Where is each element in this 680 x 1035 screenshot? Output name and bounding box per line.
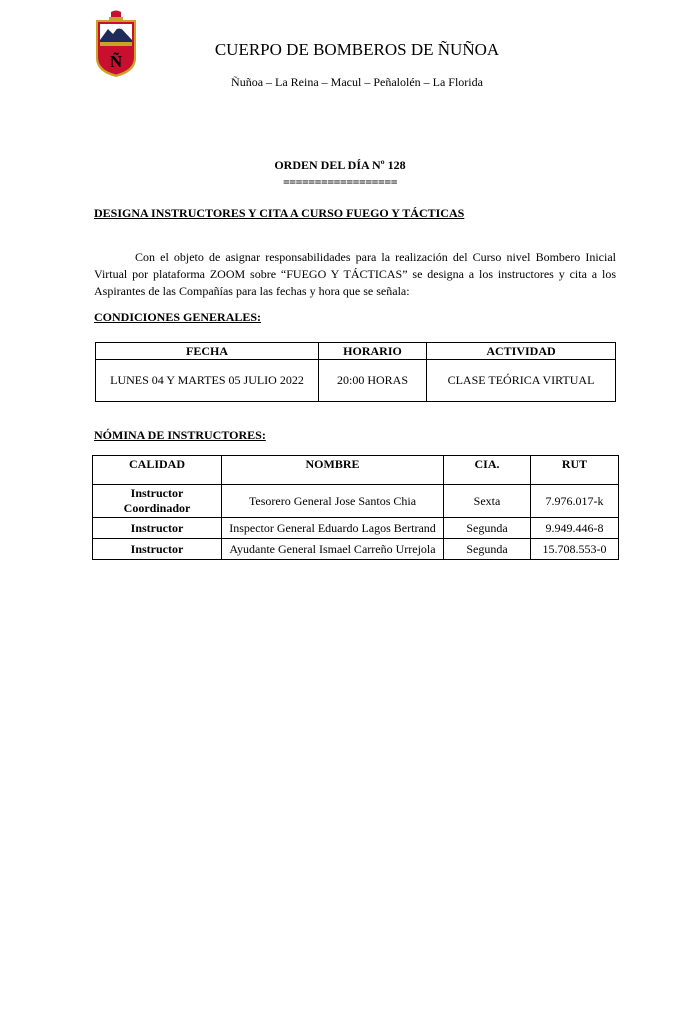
cell-rut: 7.976.017-k — [531, 485, 619, 518]
instructors-table — [92, 455, 619, 560]
cell-fecha: LUNES 04 Y MARTES 05 JULIO 2022 — [96, 360, 319, 402]
header-cia: CIA. — [444, 456, 531, 485]
cell-rut: 9.949.446-8 — [531, 518, 619, 539]
cell-calidad: Instructor — [93, 539, 222, 560]
organization-title: CUERPO DE BOMBEROS DE ÑUÑOA — [214, 40, 500, 59]
organization-communes: Ñuñoa – La Reina – Macul – Peñalolén – La Florida — [231, 75, 483, 89]
cell-rut: 15.708.553-0 — [531, 539, 619, 560]
table-row — [93, 485, 619, 518]
designation-paragraph: Con el objeto de asignar responsabilidades para la realización del Curso nivel Bombero Inicial Virtual por plataforma ZOOM sobre “FUEGO Y TÁCTICAS” se designa a los instructores y cita a los Aspirantes de las Compañías para las fechas y hora que se señala: — [94, 250, 616, 298]
order-title-rule: ================== — [282, 175, 398, 189]
cell-nombre: Ayudante General Ismael Carreño Urrejola — [222, 539, 444, 560]
designation-heading: DESIGNA INSTRUCTORES Y CITA A CURSO FUEGO Y TÁCTICAS — [94, 206, 465, 220]
cell-calidad — [93, 485, 222, 518]
header-rut: RUT — [531, 456, 619, 485]
table-row — [93, 518, 619, 539]
calidad-line-2: Coordinador — [123, 501, 191, 515]
header-actividad: ACTIVIDAD — [427, 343, 616, 360]
table-header-row — [96, 343, 616, 360]
cell-actividad: CLASE TEÓRICA VIRTUAL — [427, 360, 616, 402]
order-title: ORDEN DEL DÍA Nº 128 — [274, 158, 406, 172]
header-calidad: CALIDAD — [93, 456, 222, 485]
cell-cia: Segunda — [444, 518, 531, 539]
header-fecha: FECHA — [96, 343, 319, 360]
calidad-line-1: Instructor — [130, 486, 184, 500]
header-nombre: NOMBRE — [222, 456, 444, 485]
general-conditions-table — [95, 342, 616, 402]
instructors-heading: NÓMINA DE INSTRUCTORES: — [94, 428, 266, 442]
logo-letter: Ñ — [109, 52, 123, 71]
cell-nombre: Tesorero General Jose Santos Chia — [222, 485, 444, 518]
general-conditions-heading: CONDICIONES GENERALES: — [94, 310, 262, 324]
table-row — [96, 360, 616, 402]
cell-nombre: Inspector General Eduardo Lagos Bertrand — [222, 518, 444, 539]
table-row — [93, 539, 619, 560]
cell-calidad: Instructor — [93, 518, 222, 539]
cell-horario: 20:00 HORAS — [319, 360, 427, 402]
table-header-row — [93, 456, 619, 485]
header-horario: HORARIO — [319, 343, 427, 360]
cell-cia: Segunda — [444, 539, 531, 560]
cell-cia: Sexta — [444, 485, 531, 518]
